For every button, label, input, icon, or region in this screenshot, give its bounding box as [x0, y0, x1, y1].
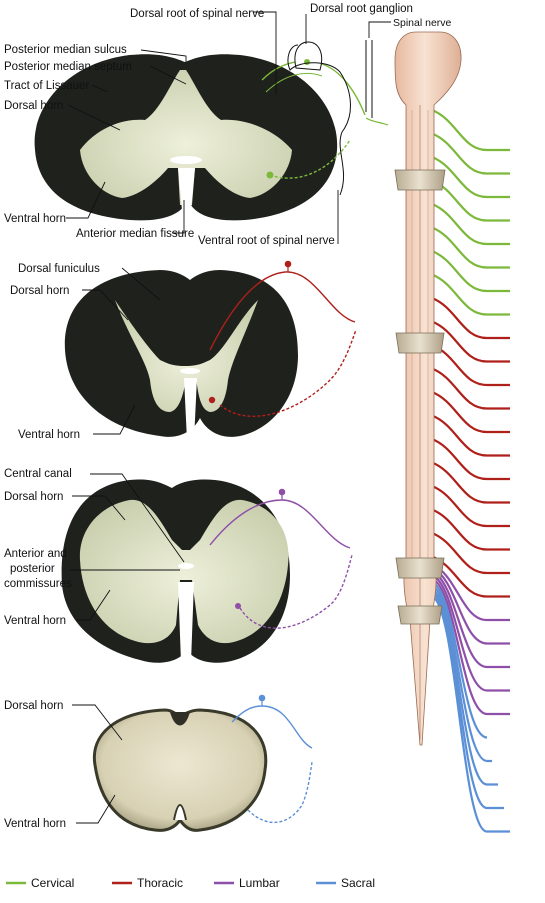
thoracic-nerve-4 [432, 369, 510, 409]
lumbar-ganglion-cell [279, 489, 286, 496]
cervical-ganglion-cell [304, 59, 310, 65]
thoracic-nerve-5 [432, 392, 510, 432]
thoracic-nerve-6 [432, 416, 510, 456]
label-dorsal-horn-lumbar: Dorsal horn [4, 491, 64, 503]
cervical-nerve-8 [432, 275, 510, 315]
label-anterior-median-fissure: Anterior median fissure [76, 228, 195, 240]
spinal-nerves [432, 110, 510, 832]
legend-label-cervical: Cervical [31, 876, 75, 890]
label-ventral-horn-thoracic: Ventral horn [18, 429, 81, 441]
longitudinal-cord [395, 32, 510, 832]
label-ventral-root: Ventral root of spinal nerve [198, 235, 335, 247]
cervical-nerve-5 [432, 204, 510, 244]
sacral-section [4, 695, 312, 831]
thoracic-nerve-8 [432, 463, 510, 503]
label-dorsal-root-ganglion: Dorsal root ganglion [310, 3, 413, 15]
cervical-central-canal [170, 156, 202, 164]
label-ventral-horn-sacral: Ventral horn [4, 818, 67, 830]
thoracic-section [10, 261, 356, 441]
vertebra-3 [396, 558, 444, 578]
legend [6, 876, 375, 890]
thoracic-nerve-7 [432, 439, 510, 479]
thoracic-nerve-2 [432, 322, 510, 362]
legend-label-sacral: Sacral [341, 876, 376, 890]
cervical-nerve-2 [432, 134, 510, 174]
cervical-ventral-cell [267, 172, 274, 179]
thoracic-nerve-3 [432, 345, 510, 385]
label-posterior-median-septum: Posterior median septum [4, 61, 132, 73]
cervical-section [4, 3, 452, 247]
cervical-nerve-1 [432, 110, 510, 150]
label-central-canal: Central canal [4, 468, 72, 480]
label-commissures-3: commissures [4, 578, 72, 590]
thoracic-nerve-9 [432, 486, 510, 526]
label-tract-of-lissauer: Tract of Lissauer [4, 80, 90, 92]
cervical-ganglion [295, 42, 322, 70]
sacral-ganglion-cell [259, 695, 266, 702]
label-dorsal-funiculus: Dorsal funiculus [18, 263, 100, 275]
label-dorsal-horn-thoracic: Dorsal horn [10, 285, 70, 297]
legend-label-thoracic: Thoracic [137, 876, 184, 890]
thoracic-nerve-11 [432, 533, 510, 573]
spinal-nerve-line [366, 40, 372, 118]
thoracic-nerve-10 [432, 510, 510, 550]
cervical-nerve-7 [432, 251, 510, 291]
label-ventral-horn-lumbar: Ventral horn [4, 615, 67, 627]
label-dorsal-horn-cervical: Dorsal horn [4, 100, 64, 112]
legend-label-lumbar: Lumbar [239, 876, 280, 890]
thoracic-white-matter [65, 270, 298, 437]
vertebra-1 [395, 170, 445, 190]
label-ventral-horn-cervical: Ventral horn [4, 213, 67, 225]
label-dorsal-root: Dorsal root of spinal nerve [130, 8, 265, 20]
thoracic-nerve-1 [432, 298, 510, 338]
thoracic-ganglion-cell [285, 261, 292, 268]
cervical-nerve-4 [432, 181, 510, 221]
cervical-nerve-6 [432, 228, 510, 268]
lumbar-section [4, 468, 352, 663]
label-commissures-1: Anterior and [4, 548, 67, 560]
label-spinal-nerve: Spinal nerve [393, 17, 452, 29]
label-dorsal-horn-sacral: Dorsal horn [4, 700, 64, 712]
label-commissures-2: posterior [10, 563, 55, 575]
vertebra-2 [396, 333, 444, 353]
vertebra-4 [398, 606, 442, 624]
label-posterior-median-sulcus: Posterior median sulcus [4, 44, 127, 56]
